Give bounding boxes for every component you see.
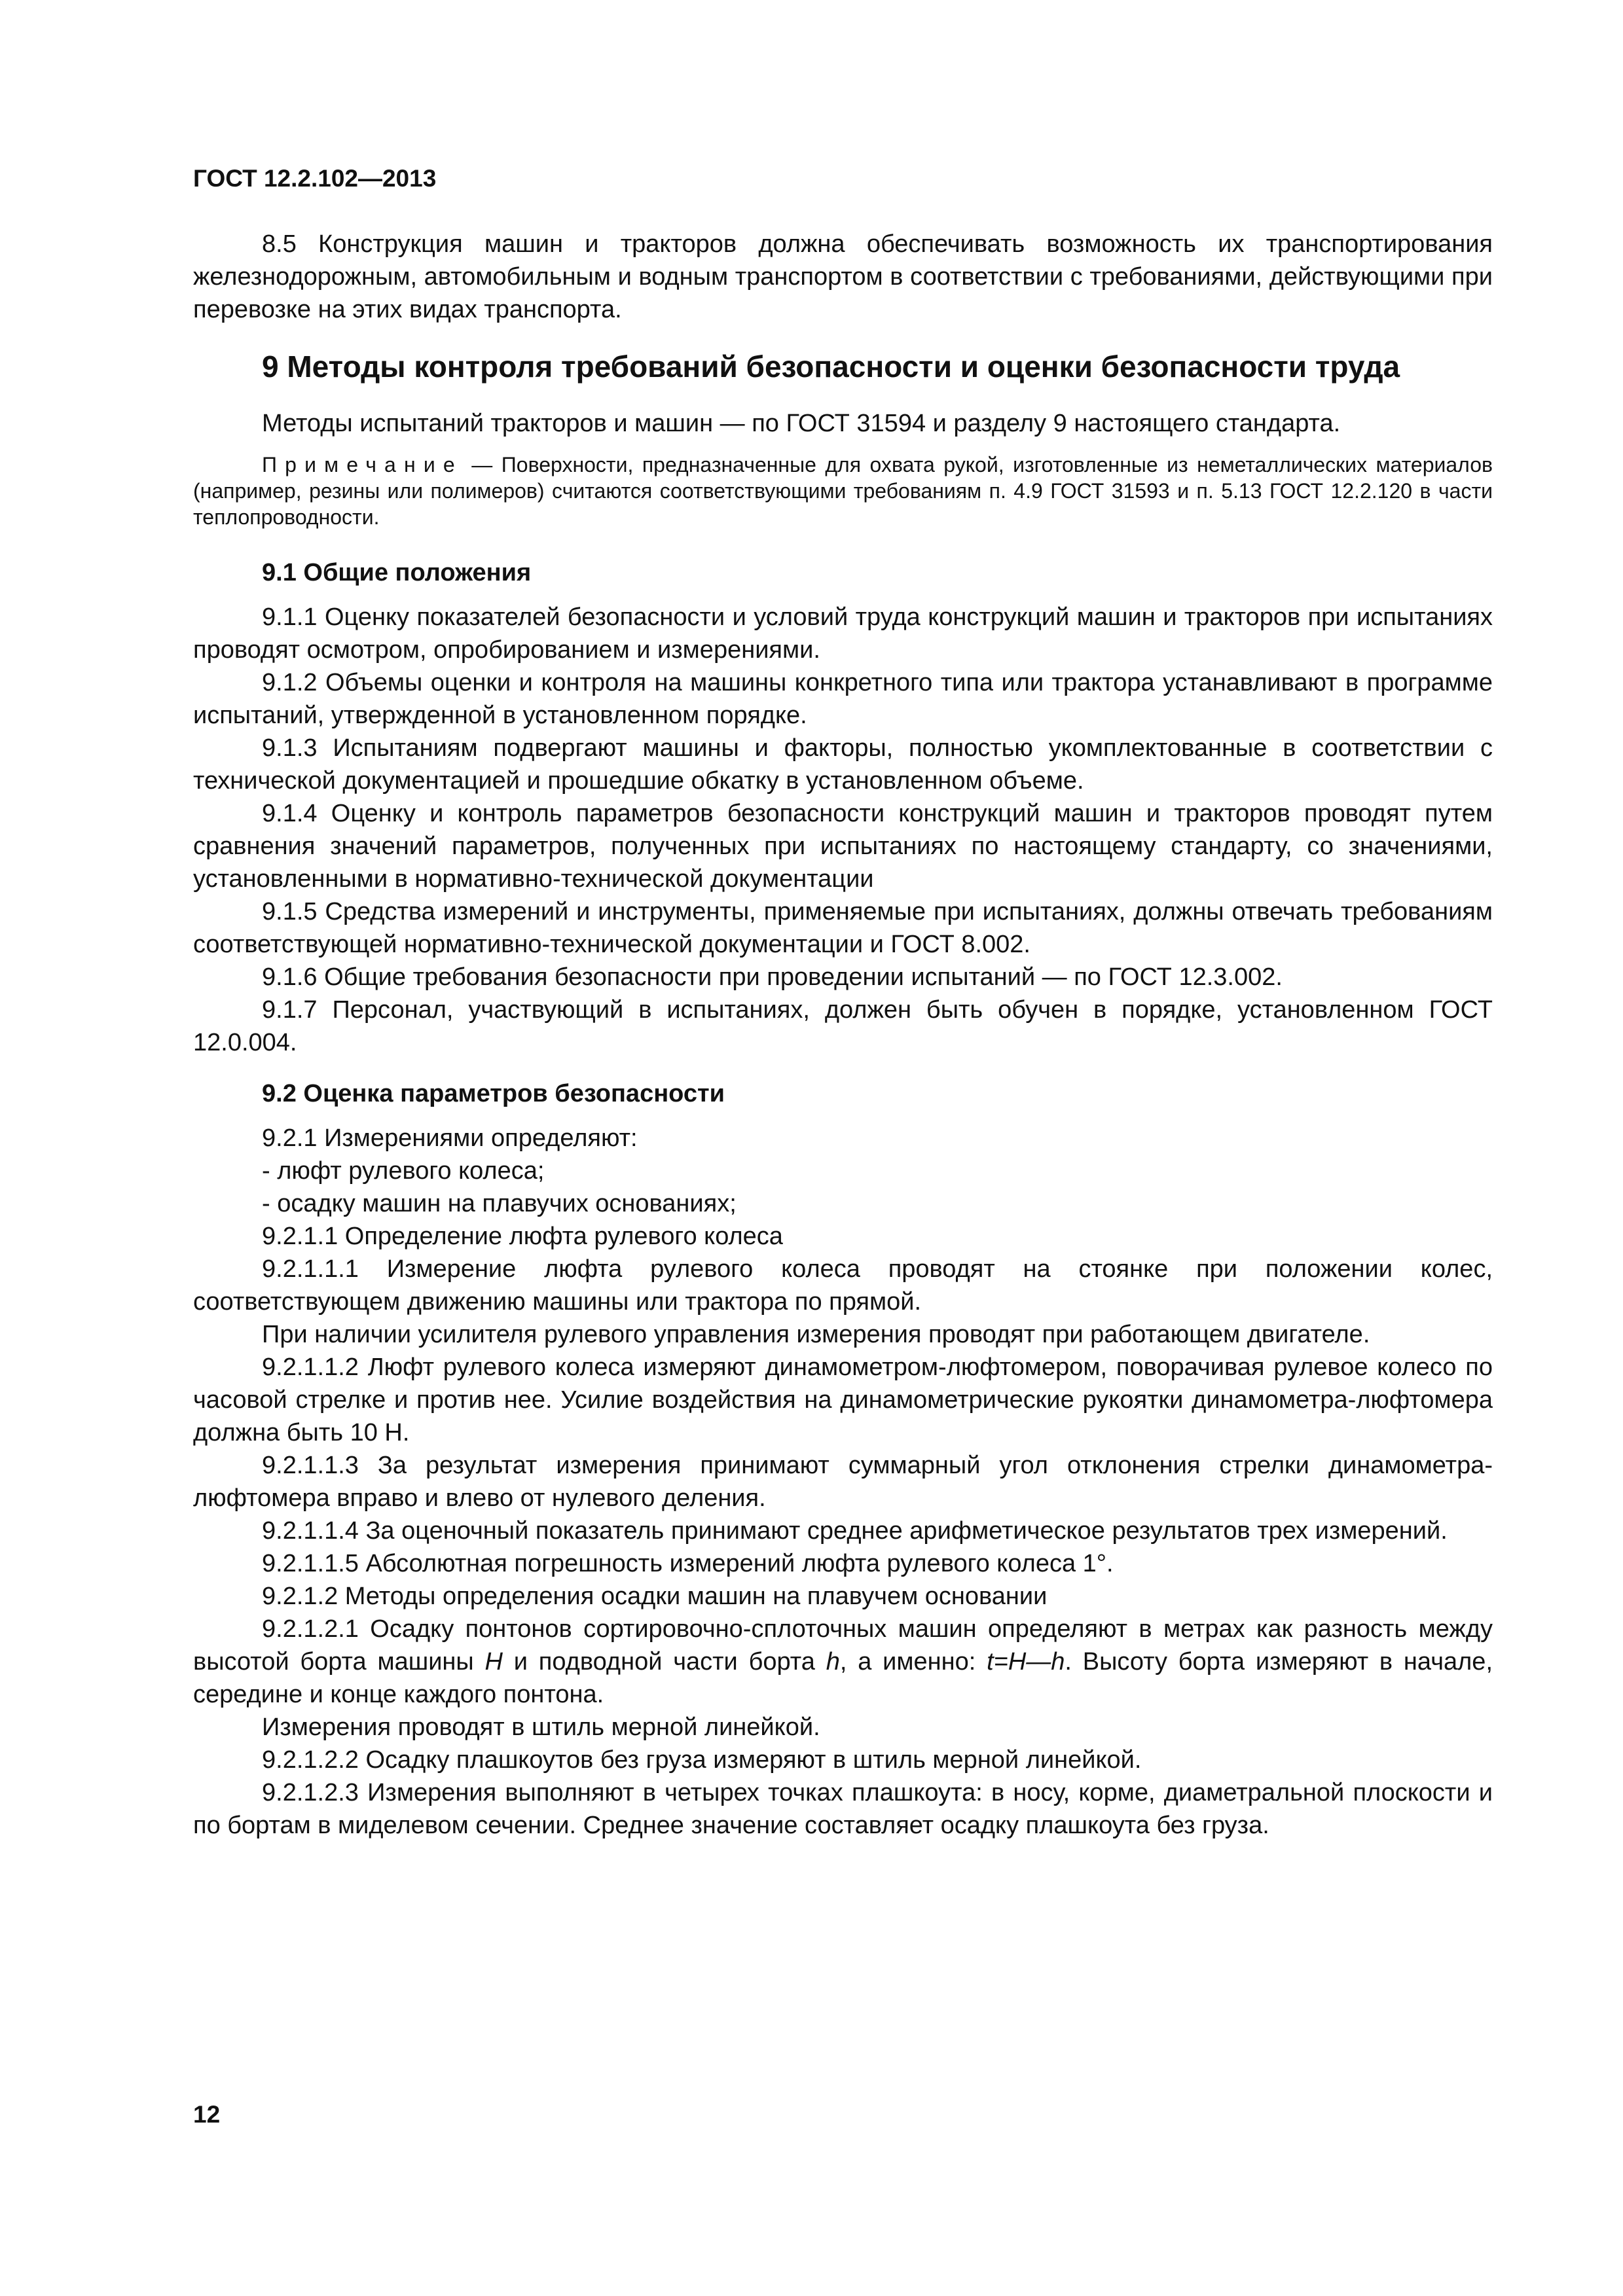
section-9-2-title: 9.2 Оценка параметров безопасности	[262, 1080, 725, 1107]
paragraph-9-1-3: 9.1.3 Испытаниям подвергают машины и факторы, полностью укомплектованные в соответствии с технической документацией и прошедшие обкатку в установленном объеме.	[193, 734, 1493, 795]
note-text: — Поверхности, предназначенные для охвата рукой, изготовленные из неметаллических материалов (например, резины или полимеров) считаются соответствующими требованиям п. 4.9 ГОСТ 31593 и п. 5.13 ГОСТ 12.2.120 в части теплопроводности.	[193, 453, 1493, 529]
section-9-1-title: 9.1 Общие положения	[262, 559, 532, 586]
paragraph-9-2-1-2: 9.2.1.2 Методы определения осадки машин на плавучем основании	[262, 1583, 1048, 1610]
paragraph-9-2-1-1-3: 9.2.1.1.3 За результат измерения принимают суммарный угол отклонения стрелки динамометра-люфтомера вправо и влево от нулевого деления.	[193, 1452, 1493, 1512]
paragraph-9-2-1-1-5: 9.2.1.1.5 Абсолютная погрешность измерений люфта рулевого колеса 1°.	[262, 1550, 1114, 1577]
text-run: и подводной части борта	[502, 1648, 826, 1676]
section-9-lead: Методы испытаний тракторов и машин — по ГОСТ 31594 и разделу 9 настоящего стандарта.	[262, 410, 1341, 437]
document-body	[193, 228, 1493, 1842]
formula: t=H—h	[987, 1648, 1065, 1676]
paragraph-9-2-1-1-4: 9.2.1.1.4 За оценочный показатель принимают среднее арифметическое результатов трех измерений.	[262, 1517, 1448, 1545]
paragraph-9-1-1: 9.1.1 Оценку показателей безопасности и условий труда конструкций машин и тракторов при испытаниях проводят осмотром, опробированием и измерениями.	[193, 603, 1493, 664]
page-number: 12	[193, 2101, 221, 2128]
document-header: ГОСТ 12.2.102—2013	[193, 165, 437, 192]
text-run: 9.2.1.2.1 Осадку понтонов сортировочно-сплоточных машин определяют в метрах как разность между высотой борта машины	[193, 1615, 1493, 1676]
text-run: , а именно:	[839, 1648, 987, 1676]
paragraph-power-steering: При наличии усилителя рулевого управления измерения проводят при работающем двигателе.	[262, 1321, 1370, 1348]
paragraph-9-2-1: 9.2.1 Измерениями определяют:	[262, 1124, 638, 1152]
note-label: Примечание	[262, 453, 463, 476]
paragraph-9-2-1-2-3: 9.2.1.2.3 Измерения выполняют в четырех точках плашкоута: в носу, корме, диаметральной плоскости и по бортам в миделевом сечении. Среднее значение составляет осадку плашкоута без груза.	[193, 1779, 1493, 1839]
list-item-draft: - осадку машин на плавучих основаниях;	[262, 1190, 737, 1217]
paragraph-9-2-1-2-1	[193, 1613, 1493, 1711]
list-item-steering-play: - люфт рулевого колеса;	[262, 1157, 545, 1185]
paragraph-9-1-7: 9.1.7 Персонал, участвующий в испытаниях, должен быть обучен в порядке, установленном ГОСТ 12.0.004.	[193, 996, 1493, 1056]
paragraph-9-1-4: 9.1.4 Оценку и контроль параметров безопасности конструкций машин и тракторов проводят путем сравнения значений параметров, полученных при испытаниях по настоящему стандарту, со значениями, установленными в нормативно-технической документации	[193, 800, 1493, 893]
symbol-h: h	[826, 1648, 840, 1676]
symbol-H: H	[484, 1648, 503, 1676]
paragraph-9-2-1-2-2: 9.2.1.2.2 Осадку плашкоутов без груза измеряют в штиль мерной линейкой.	[262, 1746, 1142, 1774]
paragraph-9-2-1-1-2: 9.2.1.1.2 Люфт рулевого колеса измеряют динамометром-люфтомером, поворачивая рулевое колесо по часовой стрелке и против нее. Усилие воздействия на динамометрические рукоятки динамометра-люфтомера должна быть 10 Н.	[193, 1354, 1493, 1446]
paragraph-calm-measure: Измерения проводят в штиль мерной линейкой.	[262, 1713, 820, 1741]
paragraph-9-2-1-1-1: 9.2.1.1.1 Измерение люфта рулевого колеса проводят на стоянке при положении колес, соответствующем движению машины или трактора по прямой.	[193, 1255, 1493, 1316]
paragraph-9-1-5: 9.1.5 Средства измерений и инструменты, применяемые при испытаниях, должны отвечать требованиям соответствующей нормативно-технической документации и ГОСТ 8.002.	[193, 898, 1493, 958]
paragraph-9-1-6: 9.1.6 Общие требования безопасности при проведении испытаний — по ГОСТ 12.3.002.	[262, 963, 1283, 991]
note-block	[193, 452, 1493, 530]
paragraph-9-1-2: 9.1.2 Объемы оценки и контроля на машины конкретного типа или трактора устанавливают в программе испытаний, утвержденной в установленном порядке.	[193, 669, 1493, 729]
section-9-title: 9 Методы контроля требований безопасности и оценки безопасности труда	[262, 350, 1400, 384]
paragraph-8-5: 8.5 Конструкция машин и тракторов должна обеспечивать возможность их транспортирования железнодорожным, автомобильным и водным транспортом в соответствии с требованиями, действующими при перевозке на этих видах транспорта.	[193, 230, 1493, 323]
text-run: . Высоту борта измеряют в начале, середине и конце каждого понтона.	[193, 1648, 1493, 1708]
paragraph-9-2-1-1: 9.2.1.1 Определение люфта рулевого колеса	[262, 1223, 783, 1250]
